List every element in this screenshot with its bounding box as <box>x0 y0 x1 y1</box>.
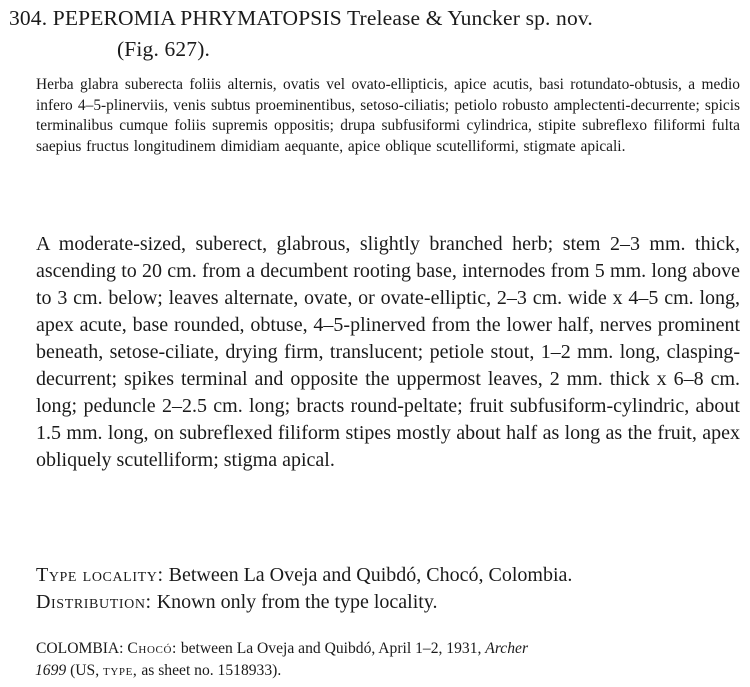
type-locality-value: Between La Oveja and Quibdó, Chocó, Colombia. <box>168 564 573 586</box>
specimen-department: Chocó: <box>127 640 177 657</box>
specimen-sheet-note: as sheet no. 1518933). <box>141 662 282 679</box>
species-heading <box>9 3 745 65</box>
specimen-line-2 <box>35 660 746 682</box>
english-description: A moderate-sized, suberect, glabrous, slightly branched herb; stem 2–3 mm. thick, ascending to 20 cm. from a decumbent rooting base, internodes from 5 mm. long above to 3 cm. below; leaves alternate, ovate, or ovate-elliptic, 2–3 cm. wide x 4–5 cm. long, apex acute, base rounded, obtuse, 4–5-plinerved from the lower half, nerves prominent beneath, setose-ciliate, drying firm, translucent; petiole stout, 1–2 mm. long, clasping-decurrent; spikes terminal and opposite the uppermost leaves, 2 mm. thick x 6–8 cm. long; peduncle 2–2.5 cm. long; bracts round-peltate; fruit subfusiform-cylindric, about 1.5 mm. long, on subreflexed filiform stipes mostly about half as long as the fruit, apex obliquely scutelliform; stigma apical. <box>36 233 740 471</box>
distribution <box>36 589 740 616</box>
distribution-value: Known only from the type locality. <box>156 591 438 613</box>
specimen-collector: Archer <box>485 640 529 657</box>
figure-reference: (Fig. 627). <box>117 37 211 61</box>
latin-description: Herba glabra suberecta foliis alternis, ovatis vel ovato-ellipticis, apice acutis, basi rotundato-obtusis, a medio infero 4–5-plinerviis, venis subtus proeminentibus, setoso-ciliatis; petiolo robusto amplectenti-decurrente; spicis terminalibus cumque foliis supremis oppositis; drupa subfusiformi cylindrica, stipite subreflexo filiformi fulta saepius fructus longitudinem dimidiam aequante, apice oblique scutelliformi, stigmate apicali. <box>36 76 740 155</box>
specimen-herbarium: (US, <box>70 662 100 679</box>
species-number: 304. <box>9 6 48 30</box>
specimen-locality-date: between La Oveja and Quibdó, April 1–2, 1931, <box>180 640 482 657</box>
specimen-country: COLOMBIA: <box>36 640 124 657</box>
species-name: PEPEROMIA PHRYMATOPSIS <box>52 6 342 30</box>
distribution-label: Distribution: <box>36 591 152 613</box>
type-locality-label: Type locality: <box>36 564 164 586</box>
specimen-collection-number: 1699 <box>35 662 67 679</box>
species-authority: Trelease & Yuncker sp. nov. <box>346 6 593 30</box>
type-locality <box>36 562 746 589</box>
specimen-citation <box>36 638 746 682</box>
specimen-type-word: type, <box>103 662 138 679</box>
